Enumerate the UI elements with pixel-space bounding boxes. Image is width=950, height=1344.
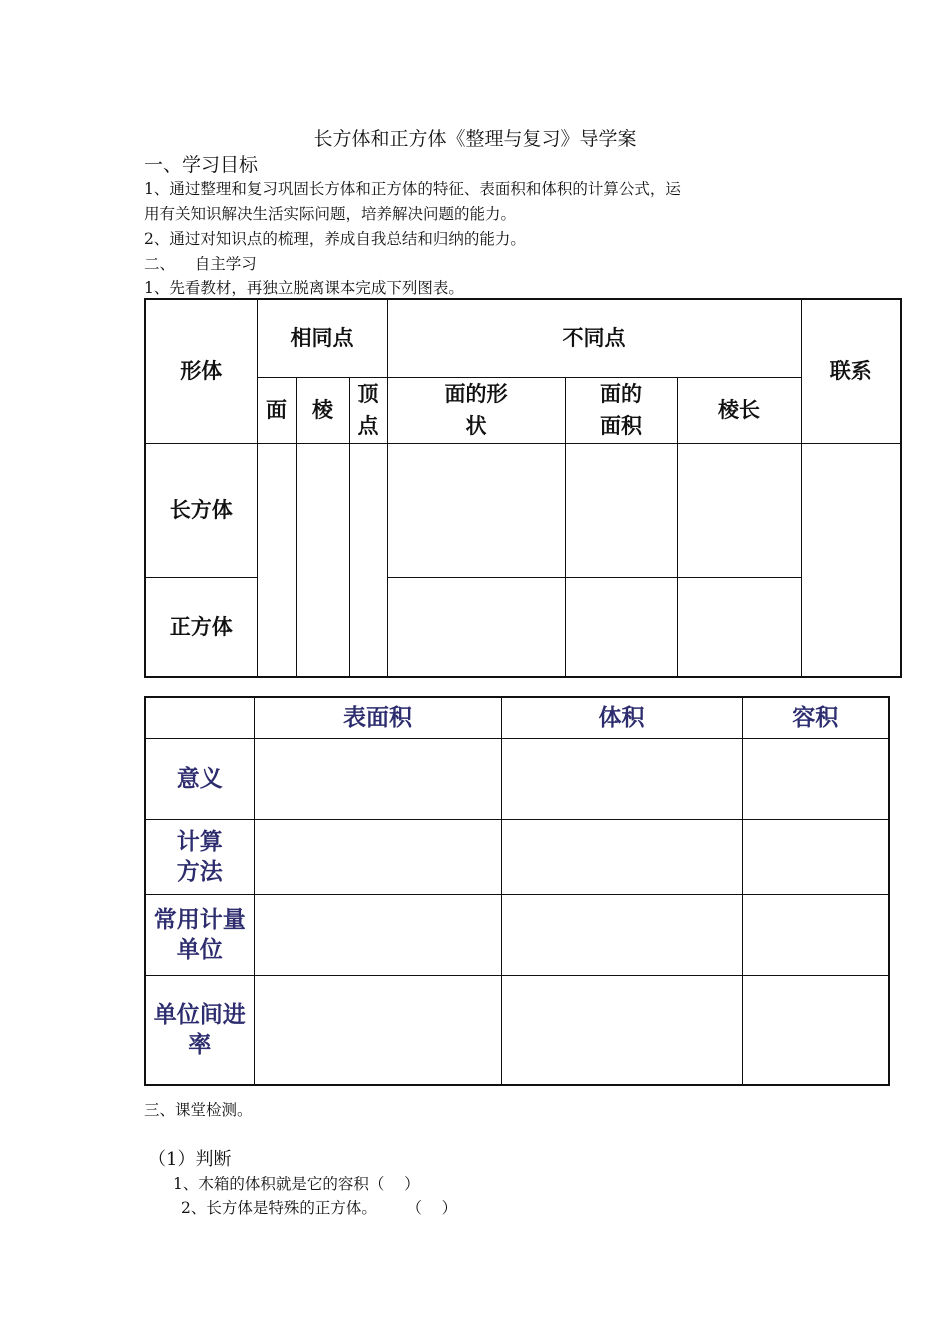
cell-vertex: [349, 443, 387, 677]
sub-header-edge: 棱: [296, 377, 349, 443]
cell-cuboid-face-shape: [387, 443, 565, 577]
section3-heading: 三、课堂检测。: [144, 1101, 253, 1119]
row-label-rate: 单位间进率: [145, 975, 254, 1085]
cell-meaning-volume: [501, 738, 742, 819]
cell-edge: [296, 443, 349, 677]
question-2: 2、长方体是特殊的正方体。 （ ）: [181, 1199, 458, 1217]
cell-rate-surface: [254, 975, 501, 1085]
cell-meaning-surface: [254, 738, 501, 819]
study-instruction: 1、先看教材，再独立脱离课本完成下列图表。: [144, 279, 464, 297]
objective-1-line2: 用有关知识解决生活实际问题，培养解决问题的能力。: [144, 205, 517, 223]
cell-face: [257, 443, 296, 677]
sub-header-face-area: 面的面积: [565, 377, 677, 443]
cell-units-volume: [501, 894, 742, 975]
sub-header-face: 面: [257, 377, 296, 443]
cell-cube-face-area: [565, 577, 677, 677]
cell-units-surface: [254, 894, 501, 975]
row-label-cuboid: 长方体: [145, 443, 257, 577]
objective-2: 2、通过对知识点的梳理，养成自我总结和归纳的能力。: [144, 230, 526, 248]
cell-cube-face-shape: [387, 577, 565, 677]
row-label-cube: 正方体: [145, 577, 257, 677]
comparison-table: [144, 298, 902, 678]
row-label-units: 常用计量单位: [145, 894, 254, 975]
sub-header-vertex: 顶点: [349, 377, 387, 443]
cell-meaning-capacity: [742, 738, 889, 819]
header-relation: 联系: [801, 299, 901, 443]
header-shape: 形体: [145, 299, 257, 443]
cell-method-capacity: [742, 819, 889, 894]
cell-method-volume: [501, 819, 742, 894]
section1-heading: 一、学习目标: [144, 154, 259, 176]
measurement-table: [144, 696, 890, 1086]
judgement-heading: （1）判断: [148, 1149, 232, 1170]
header-different: 不同点: [387, 299, 801, 377]
cell-cube-edge-length: [677, 577, 801, 677]
corner-cell: [145, 697, 254, 738]
row-label-method: 计算方法: [145, 819, 254, 894]
header-same: 相同点: [257, 299, 387, 377]
header-volume: 体积: [501, 697, 742, 738]
sub-header-face-shape: 面的形状: [387, 377, 565, 443]
cell-relation: [801, 443, 901, 677]
cell-rate-volume: [501, 975, 742, 1085]
cell-cuboid-edge-length: [677, 443, 801, 577]
row-label-meaning: 意义: [145, 738, 254, 819]
cell-cuboid-face-area: [565, 443, 677, 577]
section2-heading: 二、 自主学习: [144, 255, 257, 273]
header-capacity: 容积: [742, 697, 889, 738]
page-title: 长方体和正方体《整理与复习》导学案: [313, 128, 637, 150]
sub-header-edge-length: 棱长: [677, 377, 801, 443]
cell-method-surface: [254, 819, 501, 894]
objective-1-line1: 1、通过整理和复习巩固长方体和正方体的特征、表面积和体积的计算公式，运: [144, 180, 681, 198]
header-surface-area: 表面积: [254, 697, 501, 738]
cell-rate-capacity: [742, 975, 889, 1085]
question-1: 1、木箱的体积就是它的容积（ ）: [173, 1175, 420, 1193]
cell-units-capacity: [742, 894, 889, 975]
